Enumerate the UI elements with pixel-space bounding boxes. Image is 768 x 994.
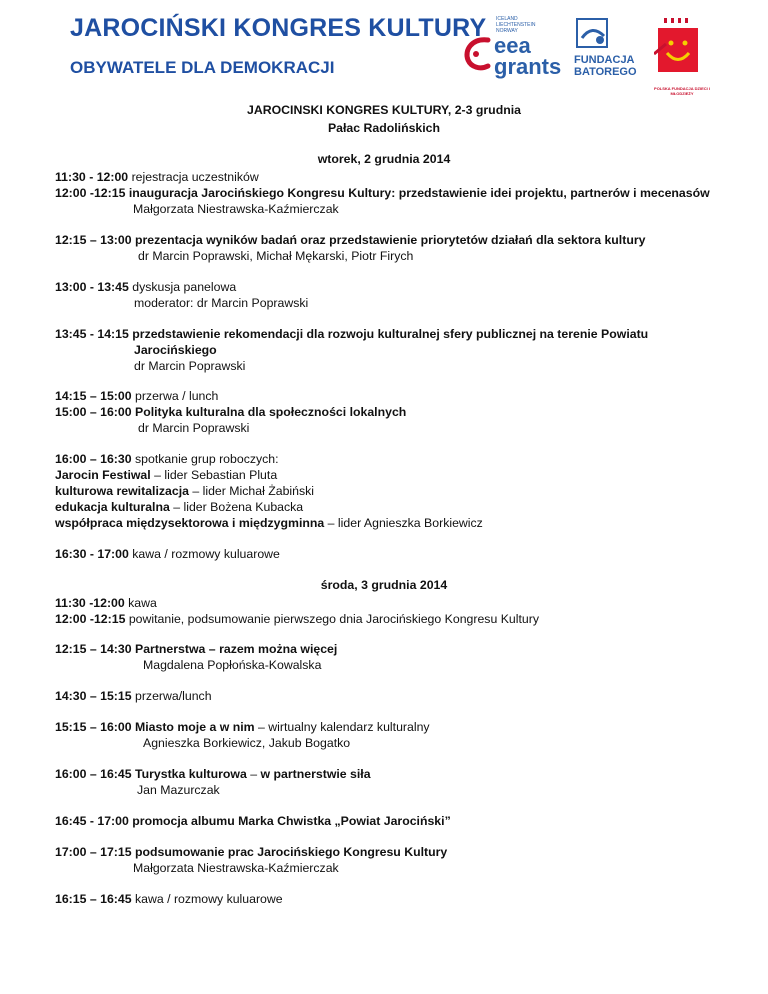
day1-item-7 <box>55 404 406 420</box>
time: 12:00 -12:15 <box>55 186 126 200</box>
day1-heading: wtorek, 2 grudnia 2014 <box>317 152 451 166</box>
time: 16:00 – 16:45 <box>55 767 132 781</box>
time: 12:15 – 13:00 <box>55 233 132 247</box>
day1-item-6 <box>55 388 218 404</box>
eea-word: eea <box>494 33 531 58</box>
grants-word: grants <box>494 54 562 79</box>
group-leader: – lider Sebastian Pluta <box>154 468 278 482</box>
time: 16:00 – 16:30 <box>55 452 132 466</box>
item-text: prezentacja wyników badań oraz przedstawienie priorytetów działań dla sektora kultury <box>135 233 646 247</box>
congress-subtitle: OBYWATELE DLA DEMOKRACJI <box>70 58 335 77</box>
pafw-logo <box>652 26 710 96</box>
day2-heading: środa, 3 grudnia 2014 <box>320 578 448 592</box>
item-text: powitanie, podsumowanie pierwszego dnia Jarocińskiego Kongresu Kultury <box>128 612 539 626</box>
item-text: przerwa/lunch <box>135 689 212 703</box>
item-text: promocja albumu Marka Chwistka „Powiat Jarociński” <box>132 814 451 828</box>
day2-item-7 <box>55 813 451 829</box>
item-text: inauguracja Jarocińskiego Kongresu Kultury: przedstawienie idei projektu, partnerów i mecenasów <box>128 186 710 200</box>
pafw-caption: POLSKA FUNDACJA DZIECI I MŁODZIEŻY <box>654 86 710 96</box>
time: 16:45 - 17:00 <box>55 814 129 828</box>
time: 11:30 - 12:00 <box>55 170 129 184</box>
time: 12:15 – 14:30 <box>55 642 132 656</box>
group-leader: – lider Agnieszka Borkiewicz <box>327 516 483 530</box>
item-text-b: w partnerstwie siła <box>260 767 371 781</box>
item-text: rejestracja uczestników <box>131 170 259 184</box>
day2-item-8-speaker: Małgorzata Niestrawska-Kaźmierczak <box>133 861 339 875</box>
day1-item-5-speaker: dr Marcin Poprawski <box>134 359 246 373</box>
time: 14:30 – 15:15 <box>55 689 132 703</box>
day2-item-1 <box>55 595 157 611</box>
time: 13:45 - 14:15 <box>55 327 129 341</box>
working-group <box>55 483 314 499</box>
day1-item-2 <box>55 185 710 201</box>
item-text-rest: – wirtualny kalendarz kulturalny <box>258 720 430 734</box>
event-venue: Pałac Radolińskich <box>327 121 441 135</box>
day2-item-9 <box>55 891 283 907</box>
day2-item-8 <box>55 844 447 860</box>
dash: – <box>250 767 258 781</box>
day1-item-5-text-cont: Jarocińskiego <box>134 343 217 357</box>
item-text: Polityka kulturalna dla społeczności lokalnych <box>135 405 407 419</box>
eea-swoosh-icon <box>462 34 494 74</box>
time: 11:30 -12:00 <box>55 596 125 610</box>
group-name: kulturowa rewitalizacja <box>55 484 189 498</box>
day2-item-6 <box>55 766 371 782</box>
day1-item-5 <box>55 326 648 342</box>
day2-item-4 <box>55 688 212 704</box>
group-name: edukacja kulturalna <box>55 500 170 514</box>
group-leader: – lider Michał Żabiński <box>192 484 315 498</box>
group-name: współpraca międzysektorowa i międzygminna <box>55 516 325 530</box>
working-group <box>55 467 277 483</box>
day1-item-4 <box>55 279 236 295</box>
item-text: Partnerstwa – razem można więcej <box>135 642 338 656</box>
eea-countries <box>496 16 535 34</box>
letterhead <box>0 0 768 100</box>
item-text: dyskusja panelowa <box>132 280 237 294</box>
time: 15:15 – 16:00 <box>55 720 132 734</box>
day1-item-3-speakers: dr Marcin Poprawski, Michał Mękarski, Piotr Firych <box>138 249 414 263</box>
item-text: Miasto moje a w nim <box>135 720 255 734</box>
item-text: kawa / rozmowy kuluarowe <box>135 892 283 906</box>
item-text: kawa <box>128 596 157 610</box>
batory-text <box>574 54 637 78</box>
day2-item-3-speaker: Magdalena Popłońska-Kowalska <box>143 658 322 672</box>
eea-country-norway: NORWAY <box>496 28 518 34</box>
day2-item-3 <box>55 641 337 657</box>
day1-item-8 <box>55 451 279 467</box>
item-text: kawa / rozmowy kuluarowe <box>132 547 280 561</box>
group-leader: – lider Bożena Kubacka <box>173 500 304 514</box>
eea-grants-logo <box>462 14 562 82</box>
fundacja-batorego-logo <box>574 18 637 82</box>
time: 13:00 - 13:45 <box>55 280 129 294</box>
time: 16:30 - 17:00 <box>55 547 129 561</box>
group-name: Jarocin Festiwal <box>55 468 151 482</box>
day2-item-5-speakers: Agnieszka Borkiewicz, Jakub Bogatko <box>143 736 351 750</box>
day2-item-5 <box>55 719 430 735</box>
pafw-face-icon <box>654 18 702 76</box>
time: 12:00 -12:15 <box>55 612 126 626</box>
item-text: spotkanie grup roboczych: <box>135 452 279 466</box>
day2-item-2 <box>55 611 539 627</box>
item-text: przerwa / lunch <box>135 389 219 403</box>
working-group <box>55 515 483 531</box>
item-text: Turystka kulturowa <box>135 767 247 781</box>
eea-country-iceland: ICELAND <box>496 16 518 22</box>
batory-emblem-icon <box>576 18 610 50</box>
day1-item-3 <box>55 232 645 248</box>
eea-country-liechtenstein: LIECHTENSTEIN <box>496 22 536 28</box>
time: 17:00 – 17:15 <box>55 845 132 859</box>
time: 14:15 – 15:00 <box>55 389 132 403</box>
day1-item-7-speaker: dr Marcin Poprawski <box>138 421 250 435</box>
event-title: JAROCINSKI KONGRES KULTURY, 2-3 grudnia <box>247 103 521 117</box>
time: 16:15 – 16:45 <box>55 892 132 906</box>
congress-title: JAROCIŃSKI KONGRES KULTURY <box>70 14 487 42</box>
item-text: przedstawienie rekomendacji dla rozwoju kulturalnej sfery publicznej na terenie Powiatu <box>132 327 649 341</box>
day1-item-9 <box>55 546 280 562</box>
batory-line-1: FUNDACJA <box>574 54 635 66</box>
day1-item-2-speaker: Małgorzata Niestrawska-Kaźmierczak <box>133 202 339 216</box>
working-group <box>55 499 303 515</box>
day1-item-4-moderator: moderator: dr Marcin Poprawski <box>134 296 309 310</box>
time: 15:00 – 16:00 <box>55 405 132 419</box>
day2-item-6-speaker: Jan Mazurczak <box>137 783 220 797</box>
item-text: podsumowanie prac Jarocińskiego Kongresu Kultury <box>135 845 448 859</box>
batory-line-2: BATOREGO <box>574 66 637 78</box>
day1-item-1 <box>55 169 259 185</box>
